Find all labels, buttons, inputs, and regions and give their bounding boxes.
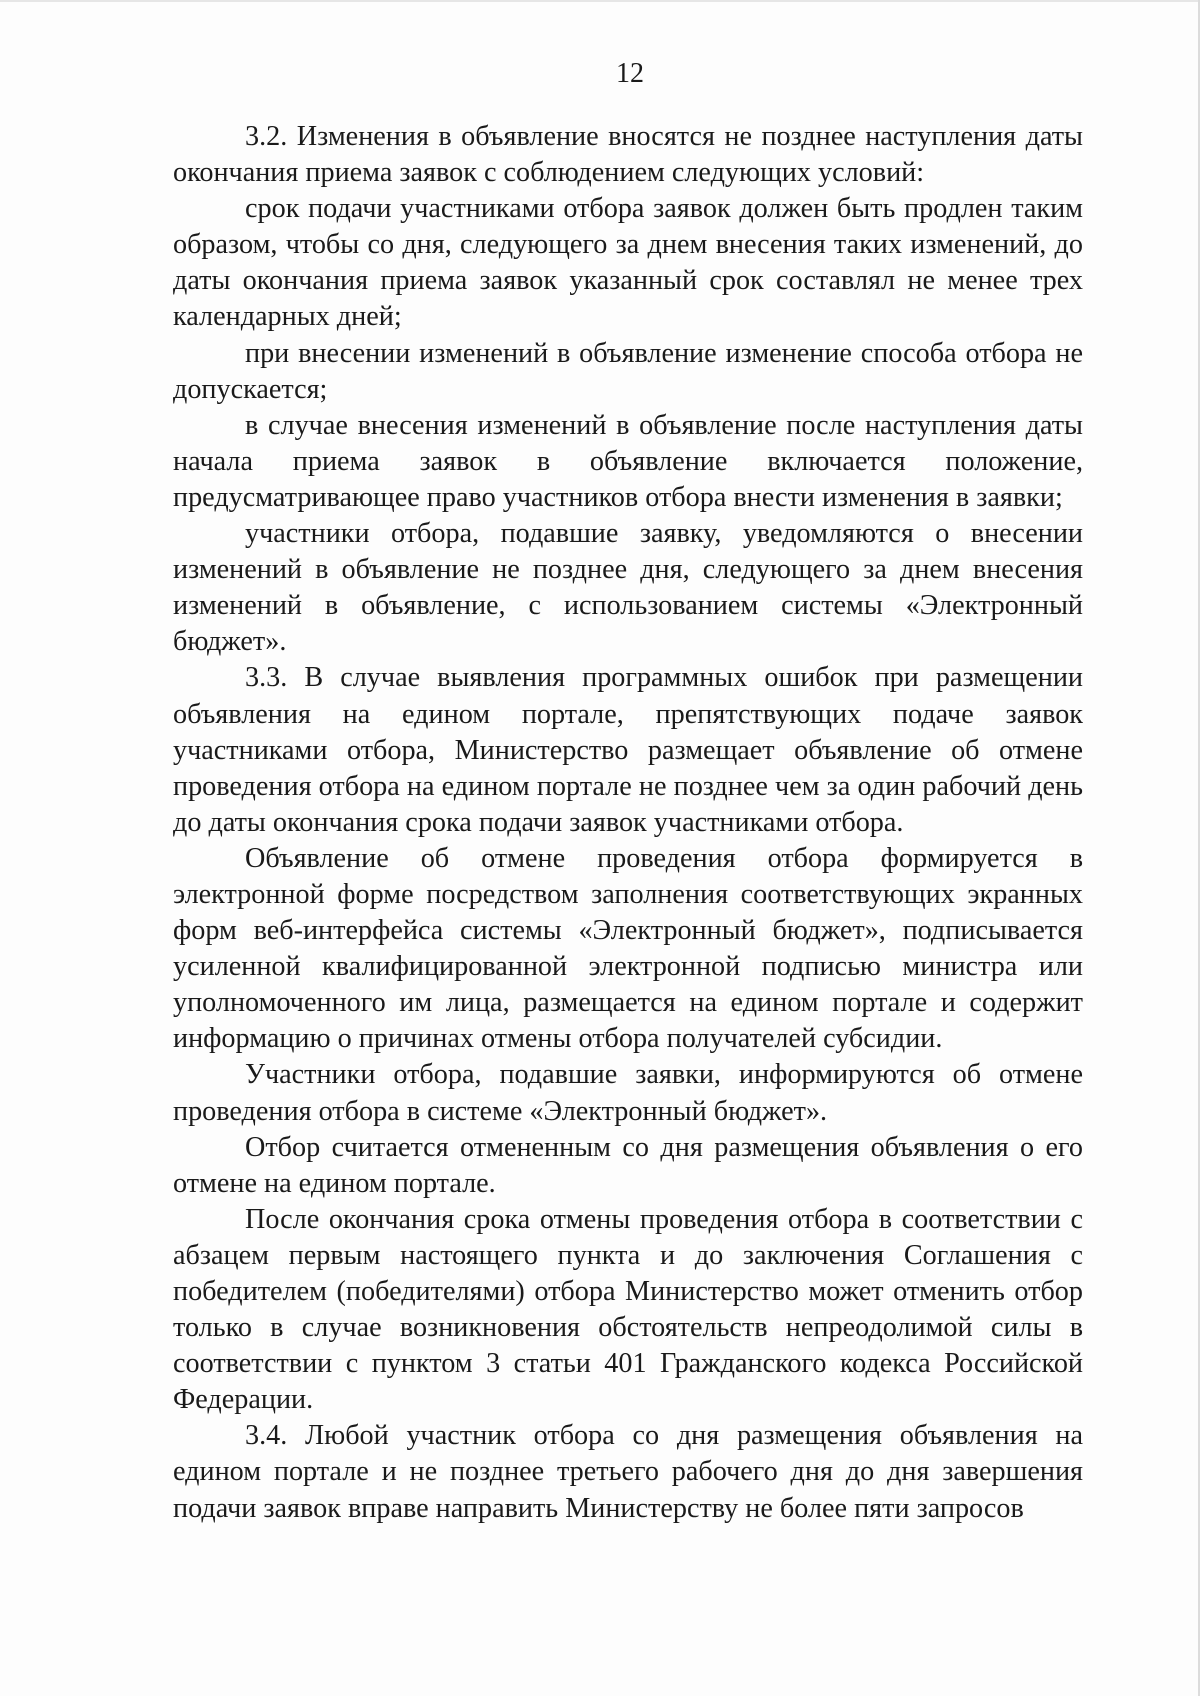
paragraph-3-4: 3.4. Любой участник отбора со дня размещения объявления на едином портале и не позднее третьего рабочего дня до дня завершения подачи заявок вправе направить Министерству не более пяти запросов <box>173 1420 1083 1524</box>
paragraph-method-change: при внесении изменений в объявление изменение способа отбора не допускается; <box>173 337 1083 405</box>
paragraph-3-3: 3.3. В случае выявления программных ошибок при размещении объявления на едином портале, препятствующих подаче заявок участниками отбора, Министерство размещает объявление об отмене проведения отбора на едином портале не позднее чем за один рабочий день до даты окончания срока подачи заявок участниками отбора. <box>173 662 1083 838</box>
page-number: 12 <box>616 58 644 89</box>
paragraph-force-majeure: После окончания срока отмены проведения отбора в соответствии с абзацем первым настоящего пункта и до заключения Соглашения с победителем (победителями) отбора Министерство может отменить отбор только в случае возникновения обстоятельств непреодолимой силы в соответствии с пунктом 3 статьи 401 Гражданского кодекса Российской Федерации. <box>173 1203 1083 1416</box>
paragraph-participants-notified: участники отбора, подавшие заявку, уведомляются о внесении изменений в объявление не позднее дня, следующего за днем внесения изменений в объявление, с использованием системы «Электронный бюджет». <box>173 518 1083 658</box>
paragraph-cancellation-notice: Объявление об отмене проведения отбора формируется в электронной форме посредством заполнения соответствующих экранных форм веб-интерфейса системы «Электронный бюджет», подписывается усиленной квалифицированной электронной подписью министра или уполномоченного им лица, размещается на едином портале и содержит информацию о причинах отмены отбора получателей субсидии. <box>173 842 1083 1055</box>
paragraph-deadline-extension: срок подачи участниками отбора заявок должен быть продлен таким образом, чтобы со дня, следующего за днем внесения таких изменений, до даты окончания приема заявок указанный срок составлял не менее трех календарных дней; <box>173 193 1083 333</box>
scan-edge-top <box>0 0 1200 2</box>
paragraph-changes-after-start: в случае внесения изменений в объявление после наступления даты начала приема заявок в объявление включается положение, предусматривающее право участников отбора внести изменения в заявки; <box>173 409 1083 513</box>
paragraph-selection-cancelled: Отбор считается отмененным со дня размещения объявления о его отмене на едином портале. <box>173 1131 1083 1199</box>
paragraph-3-2: 3.2. Изменения в объявление вносятся не позднее наступления даты окончания приема заявок с соблюдением следующих условий: <box>173 121 1083 189</box>
paragraph-participants-informed: Участники отбора, подавшие заявки, информируются об отмене проведения отбора в системе «Электронный бюджет». <box>173 1059 1083 1127</box>
document-body <box>173 119 1083 1527</box>
